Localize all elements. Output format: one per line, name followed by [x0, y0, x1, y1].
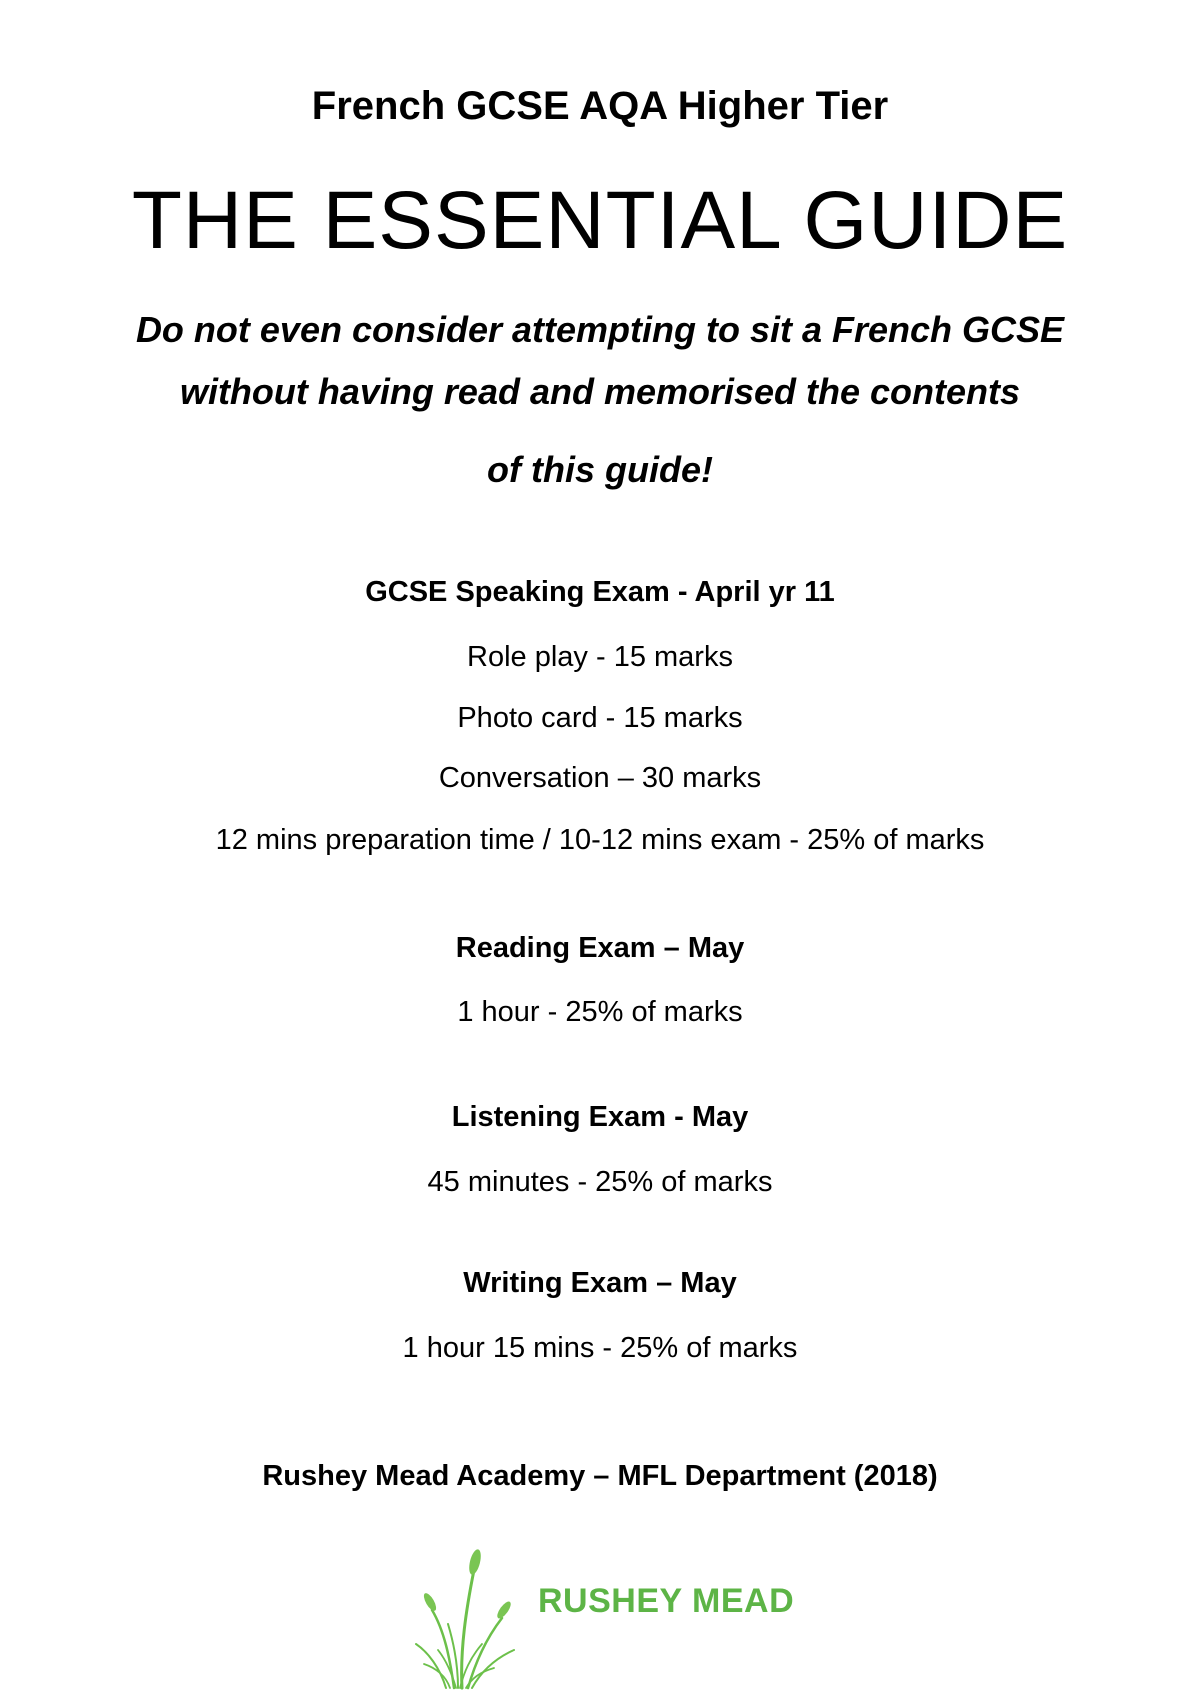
speaking-exam-item: Conversation – 30 marks: [438, 762, 762, 794]
speaking-exam-item: Photo card - 15 marks: [457, 702, 743, 734]
reading-exam-heading: Reading Exam – May: [455, 932, 745, 964]
listening-exam-heading: Listening Exam - May: [451, 1101, 749, 1133]
warning-line-3: of this guide!: [487, 449, 713, 490]
reading-exam-item: 1 hour - 25% of marks: [457, 996, 743, 1028]
speaking-exam-heading: GCSE Speaking Exam - April yr 11: [365, 576, 835, 608]
footer-credit: Rushey Mead Academy – MFL Department (2018): [262, 1460, 938, 1492]
reed-grass-icon: [410, 1540, 520, 1690]
warning-line-2: without having read and memorised the contents: [179, 371, 1021, 412]
writing-exam-heading: Writing Exam – May: [463, 1267, 737, 1299]
school-logo: [410, 1540, 850, 1690]
warning-line-1: Do not even consider attempting to sit a French GCSE: [135, 309, 1065, 350]
writing-exam-item: 1 hour 15 mins - 25% of marks: [402, 1332, 798, 1364]
logo-text: RUSHEY MEAD: [538, 1582, 795, 1620]
document-title: THE ESSENTIAL GUIDE: [131, 175, 1069, 266]
listening-exam-item: 45 minutes - 25% of marks: [427, 1166, 773, 1198]
speaking-exam-item: Role play - 15 marks: [467, 641, 733, 673]
document-subtitle: French GCSE AQA Higher Tier: [311, 84, 889, 128]
speaking-exam-item: 12 mins preparation time / 10-12 mins exam - 25% of marks: [215, 824, 985, 856]
